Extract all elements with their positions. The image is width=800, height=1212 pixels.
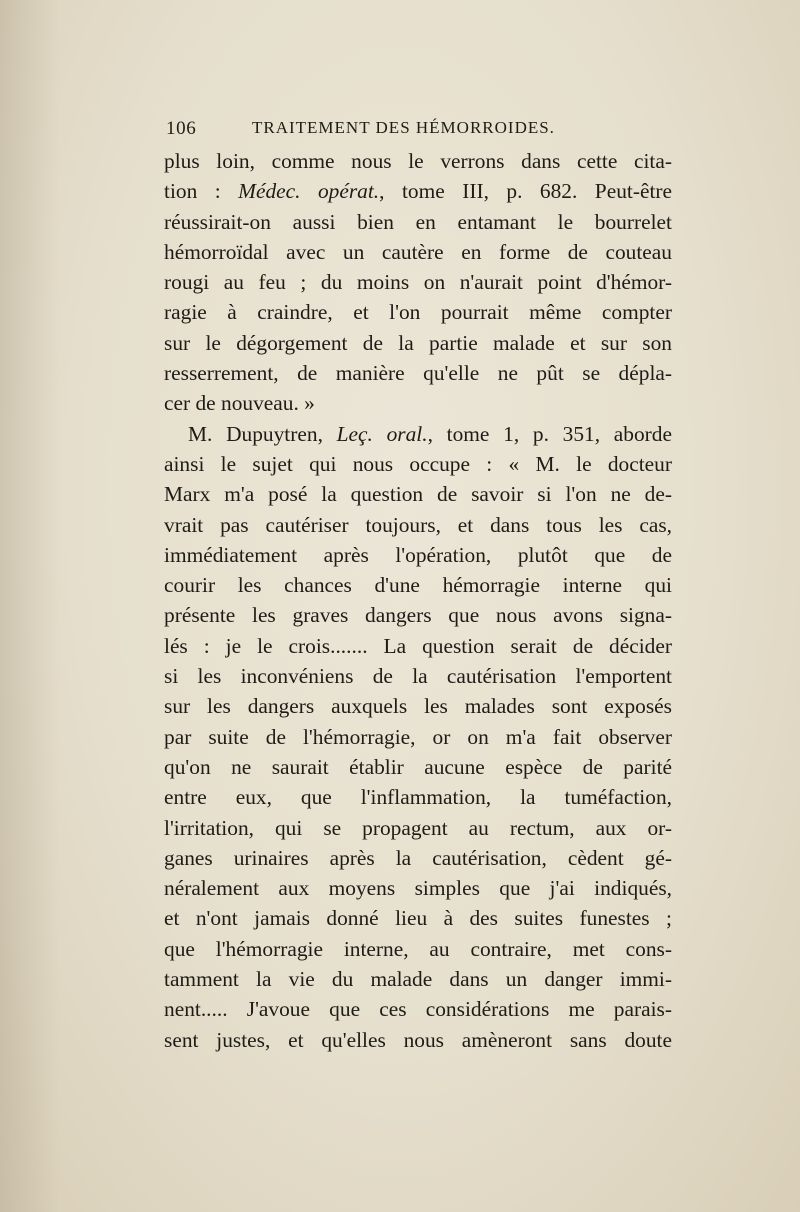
text-line: sur les dangers auxquels les malades sont exposés [164, 694, 672, 719]
text-line: qu'on ne saurait établir aucune espèce de parité [164, 754, 672, 779]
text-line: M. Dupuytren, Leç. oral., tome 1, p. 351, aborde [188, 421, 672, 446]
text-line: rougi au feu ; du moins on n'aurait point d'hémor- [164, 270, 672, 295]
text-line: entre eux, que l'inflammation, la tuméfaction, [164, 785, 672, 810]
text-line: tion : Médec. opérat., tome III, p. 682. Peut-être [164, 179, 673, 204]
text-line: présente les graves dangers que nous avons signa- [164, 603, 672, 628]
text-line: sent justes, et qu'elles nous amèneront sans doute [164, 1027, 672, 1052]
text-line: ainsi le sujet qui nous occupe : « M. le docteur [164, 451, 672, 476]
text-line: réussirait-on aussi bien en entamant le bourrelet [164, 209, 672, 234]
text-line: par suite de l'hémorragie, or on m'a fait observer [164, 724, 672, 749]
text-line: lés : je le crois....... La question serait de décider [164, 633, 672, 658]
text-line: vrait pas cautériser toujours, et dans tous les cas, [164, 512, 672, 537]
text-line: et n'ont jamais donné lieu à des suites funestes ; [164, 906, 672, 931]
text-line: Marx m'a posé la question de savoir si l'on ne de- [164, 482, 672, 507]
text-line: si les inconvéniens de la cautérisation l'emportent [164, 664, 672, 689]
text-line: plus loin, comme nous le verrons dans cette cita- [164, 149, 672, 173]
text-line: l'irritation, qui se propagent au rectum, aux or- [164, 815, 672, 840]
text-line: immédiatement après l'opération, plutôt que de [164, 542, 672, 567]
page-number: 106 [166, 118, 197, 139]
running-title: TRAITEMENT DES HÉMORROIDES. [252, 118, 555, 137]
text-line: sur le dégorgement de la partie malade et sur son [164, 330, 672, 355]
page-gutter-shadow [0, 0, 60, 1212]
text-line: que l'hémorragie interne, au contraire, met cons- [164, 936, 672, 961]
text-line: ganes urinaires après la cautérisation, cèdent gé- [164, 845, 672, 870]
citation-title: Médec. opérat. [238, 179, 380, 204]
text-line: cer de nouveau. » [164, 391, 315, 416]
text-line: néralement aux moyens simples que j'ai indiqués, [164, 876, 672, 901]
body-text [164, 146, 672, 1055]
text-line: courir les chances d'une hémorragie interne qui [164, 573, 672, 598]
page-header [166, 118, 670, 142]
citation-title: Leç. oral. [336, 421, 428, 446]
text-line: tamment la vie du malade dans un danger immi- [164, 967, 672, 992]
text-line: hémorroïdal avec un cautère en forme de couteau [164, 239, 672, 264]
text-line: nent..... J'avoue que ces considérations me parais- [164, 997, 672, 1022]
text-line: resserrement, de manière qu'elle ne pût se dépla- [164, 361, 672, 386]
text-line: ragie à craindre, et l'on pourrait même compter [164, 300, 672, 325]
